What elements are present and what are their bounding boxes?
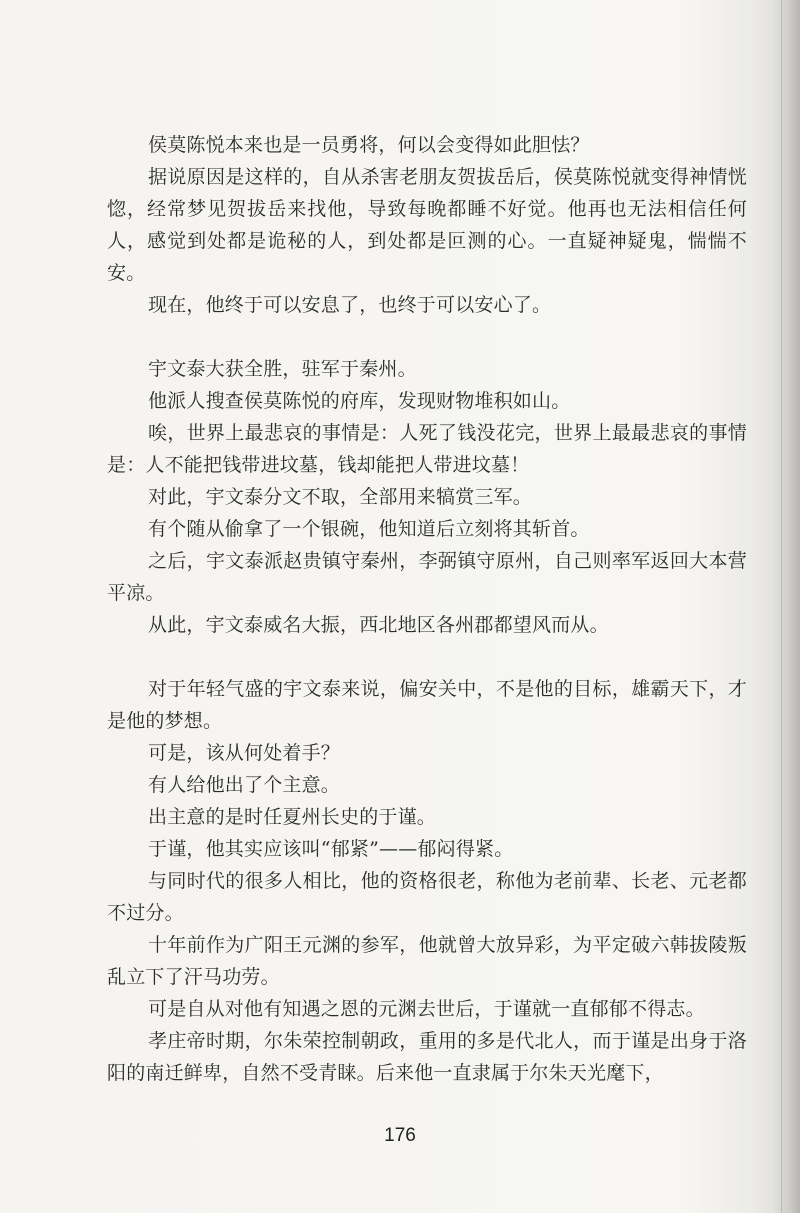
paragraph: 可是自从对他有知遇之恩的元渊去世后，于谨就一直郁郁不得志。 <box>148 998 705 1020</box>
paragraph: 出主意的是时任夏州长史的于谨。 <box>148 806 437 828</box>
body-text <box>107 129 747 1089</box>
section-2 <box>107 353 747 641</box>
paragraph: 于谨，他其实应该叫“郁紧”——郁闷得紧。 <box>148 838 514 860</box>
section-3 <box>107 673 747 1089</box>
paragraph: 有人给他出了个主意。 <box>148 774 341 796</box>
paragraph: 他派人搜查侯莫陈悦的府库，发现财物堆积如山。 <box>148 390 571 412</box>
paragraph: 据说原因是这样的，自从杀害老朋友贺拔岳后，侯莫陈悦就变得神情恍惚，经常梦见贺拔岳来找他，导致每晚都睡不好觉。他再也无法相信任何人，感觉到处都是诡秘的人，到处都是叵测的心。一直疑神疑鬼，惴惴不安。 <box>107 166 747 284</box>
paragraph: 有个随从偷拿了一个银碗，他知道后立刻将其斩首。 <box>148 518 590 540</box>
page-edge-shadow <box>772 0 800 1213</box>
paragraph: 可是，该从何处着手？ <box>148 742 341 764</box>
paragraph: 现在，他终于可以安息了，也终于可以安心了。 <box>148 294 552 316</box>
page-edge-line <box>781 0 782 1213</box>
paragraph: 与同时代的很多人相比，他的资格很老，称他为老前辈、长老、元老都不过分。 <box>107 870 747 924</box>
paragraph: 侯莫陈悦本来也是一员勇将，何以会变得如此胆怯？ <box>148 134 590 156</box>
section-break <box>107 641 747 673</box>
section-break <box>107 321 747 353</box>
paragraph: 宇文泰大获全胜，驻军于秦州。 <box>148 358 417 380</box>
paragraph: 孝庄帝时期，尔朱荣控制朝政，重用的多是代北人，而于谨是出身于洛阳的南迁鲜卑，自然不受青睐。后来他一直隶属于尔朱天光麾下， <box>107 1030 747 1084</box>
paragraph: 从此，宇文泰威名大振，西北地区各州郡都望风而从。 <box>148 614 609 636</box>
section-1 <box>107 129 747 321</box>
paragraph: 之后，宇文泰派赵贵镇守秦州，李弼镇守原州，自己则率军返回大本营平凉。 <box>107 550 747 604</box>
paragraph: 十年前作为广阳王元渊的参军，他就曾大放异彩，为平定破六韩拔陵叛乱立下了汗马功劳。 <box>107 934 747 988</box>
page-number: 176 <box>384 1125 416 1146</box>
paragraph: 对于年轻气盛的宇文泰来说，偏安关中，不是他的目标，雄霸天下，才是他的梦想。 <box>107 678 747 732</box>
paragraph: 对此，宇文泰分文不取，全部用来犒赏三军。 <box>148 486 533 508</box>
paragraph: 唉，世界上最悲哀的事情是：人死了钱没花完，世界上最最悲哀的事情是：人不能把钱带进坟墓，钱却能把人带进坟墓！ <box>107 422 747 476</box>
